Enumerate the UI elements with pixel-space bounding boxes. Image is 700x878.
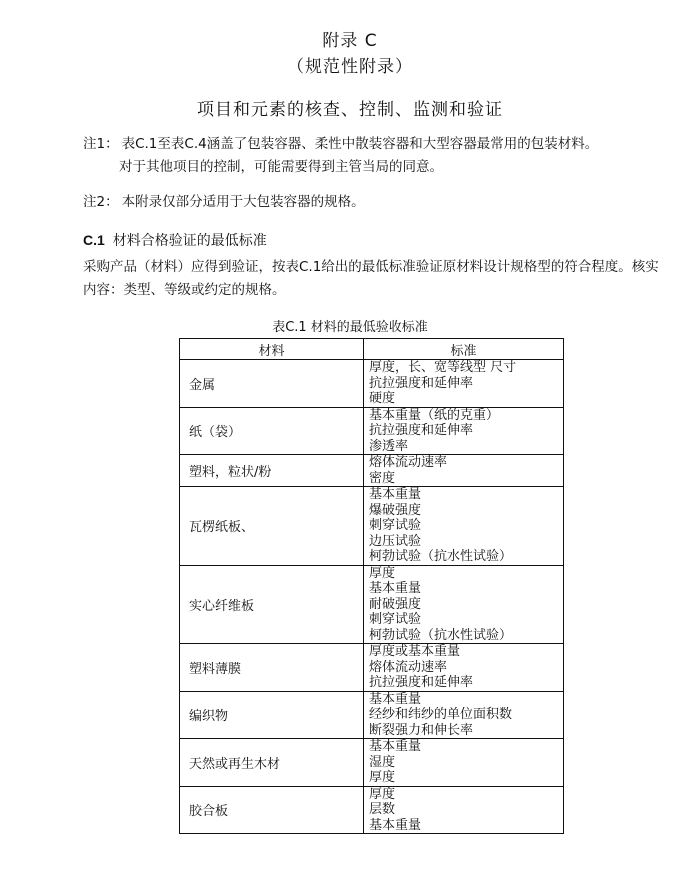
material-cell: 胶合板 xyxy=(180,786,364,834)
standard-item: 熔体流动速率 xyxy=(369,659,448,675)
section-title: 材料合格验证的最低标准 xyxy=(112,233,267,249)
standard-item: 渗透率 xyxy=(369,438,409,454)
standard-item: 爆破强度 xyxy=(369,502,422,518)
table-row xyxy=(180,360,564,408)
material-cell: 金属 xyxy=(180,360,364,408)
appendix-subtitle: （规范性附录） xyxy=(287,57,413,77)
standard-item: 柯勃试验（抗水性试验） xyxy=(369,627,513,643)
standard-item: 厚度，长、宽等线型 尺寸 xyxy=(369,360,517,375)
standard-item: 基本重量 xyxy=(369,487,422,502)
standard-item: 抗拉强度和延伸率 xyxy=(369,675,474,690)
note-label: 注2： xyxy=(83,194,119,210)
note-2 xyxy=(83,191,365,214)
standard-item: 抗拉强度和延伸率 xyxy=(369,375,474,391)
material-cell: 编织物 xyxy=(180,691,364,739)
standards-cell xyxy=(364,644,564,692)
table-row xyxy=(180,565,564,644)
standards-cell xyxy=(364,565,564,644)
note-text: 表C.1至表C.4涵盖了包装容器、柔性中散装容器和大型容器最常用的包装材料。 xyxy=(121,136,599,152)
standard-item: 层数 xyxy=(369,802,396,817)
table-row xyxy=(180,691,564,739)
note-1 xyxy=(83,133,598,179)
standard-item: 基本重量 xyxy=(369,691,422,707)
note-label: 注1： xyxy=(83,136,119,152)
table-row xyxy=(180,407,564,455)
standard-item: 厚度或基本重量 xyxy=(369,644,461,659)
note-text: 本附录仅部分适用于大包装容器的规格。 xyxy=(121,194,365,210)
material-cell: 纸（袋） xyxy=(180,407,364,455)
material-cell: 瓦楞纸板、 xyxy=(180,487,364,566)
standard-item: 熔体流动速率 xyxy=(369,455,448,470)
standard-item: 断裂强力和伸长率 xyxy=(369,722,474,738)
standard-item: 经纱和纬纱的单位面积数 xyxy=(369,707,513,722)
note-text: 对于其他项目的控制，可能需要得到主管当局的同意。 xyxy=(119,159,443,175)
section-paragraph: 采购产品（材料）应得到验证，按表C.1给出的最低标准验证原材料设计规格型的符合程度。核实内容：类型、等级或约定的规格。 xyxy=(83,259,659,298)
table-header-row xyxy=(180,339,564,360)
standard-item: 基本重量 xyxy=(369,817,422,833)
column-header-material: 材料 xyxy=(180,339,364,360)
standard-item: 柯勃试验（抗水性试验） xyxy=(369,549,513,564)
standard-item: 刺穿试验 xyxy=(369,612,422,627)
standard-item: 刺穿试验 xyxy=(369,518,422,533)
standard-item: 厚度 xyxy=(369,770,396,785)
section-heading xyxy=(83,230,267,250)
standard-item: 耐破强度 xyxy=(369,596,422,612)
table-row xyxy=(180,487,564,566)
standards-cell xyxy=(364,360,564,408)
standard-item: 基本重量（纸的克重） xyxy=(369,407,500,423)
material-cell: 塑料，粒状/粉 xyxy=(180,455,364,487)
table-row xyxy=(180,644,564,692)
appendix-title: 附录 C xyxy=(322,31,378,51)
table-caption: 表C.1 材料的最低验收标准 xyxy=(272,320,428,335)
standards-cell xyxy=(364,691,564,739)
main-heading: 项目和元素的核查、控制、监测和验证 xyxy=(197,100,503,120)
material-cell: 天然或再生木材 xyxy=(180,739,364,787)
column-header-standard: 标准 xyxy=(364,339,564,360)
standard-item: 湿度 xyxy=(369,754,396,770)
standards-cell xyxy=(364,739,564,787)
standard-item: 基本重量 xyxy=(369,739,422,754)
standard-item: 硬度 xyxy=(369,391,396,406)
table-row xyxy=(180,786,564,834)
standard-item: 抗拉强度和延伸率 xyxy=(369,423,474,438)
material-cell: 实心纤维板 xyxy=(180,565,364,644)
standard-item: 厚度 xyxy=(369,786,396,802)
section-number: C.1 xyxy=(83,232,105,248)
standard-item: 边压试验 xyxy=(369,533,422,549)
table-row xyxy=(180,739,564,787)
material-cell: 塑料薄膜 xyxy=(180,644,364,692)
standards-cell xyxy=(364,786,564,834)
standard-item: 密度 xyxy=(369,470,396,486)
standard-item: 基本重量 xyxy=(369,581,422,596)
standards-cell xyxy=(364,487,564,566)
standard-item: 厚度 xyxy=(369,565,396,581)
criteria-table xyxy=(179,338,564,834)
standards-cell xyxy=(364,407,564,455)
table-row xyxy=(180,455,564,487)
standards-cell xyxy=(364,455,564,487)
